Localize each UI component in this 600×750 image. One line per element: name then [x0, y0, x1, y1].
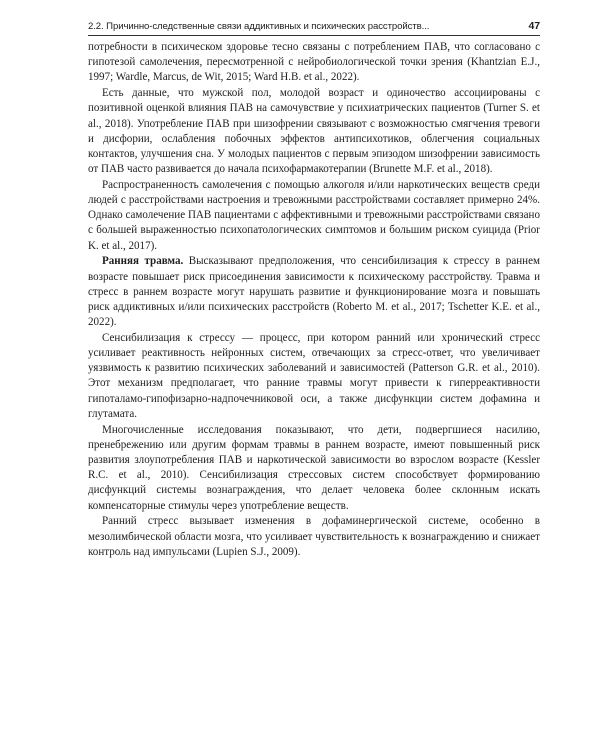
- paragraph-5: [88, 331, 540, 422]
- paragraph-3: [88, 178, 540, 254]
- paragraph-5-text: Сенсибилизация к стрессу — процесс, при котором ранний или хронический стресс усиливает реактивность нейронных систем, отвечающих за стресс-ответ, что увеличивает уязвимость к развитию психических заболеваний и зависимостей (Patterson G.R. et al., 2010). Этот механизм предполагает, что ранние травмы могут привести к гиперреактивности гипоталамо-гипофизарно-надпочечниковой оси, а также дисфункции систем дофамина и глутамата.: [88, 331, 540, 420]
- page-body: [88, 40, 540, 560]
- paragraph-1: [88, 40, 540, 86]
- paragraph-2: [88, 86, 540, 177]
- page-number: 47: [528, 20, 540, 32]
- paragraph-6-text: Многочисленные исследования показывают, что дети, подвергшиеся насилию, пренебрежению или другим формам травмы в раннем возрасте, имеют повышенный риск развития злоупотребления ПАВ и наркотической зависимости во взрослом возрасте (Kessler R.C. et al., 2010). Сенсибилизация стрессовых систем способствует формированию дисфункций системы вознаграждения, что делает человека более склонным искать компенсаторные стимулы через употребление веществ.: [88, 423, 540, 512]
- paragraph-7-text: Ранний стресс вызывает изменения в дофаминергической системе, особенно в мезолимбической области мозга, что усиливает чувствительность к вознаграждению и снижает контроль над импульсами (Lupien S.J., 2009).: [88, 515, 540, 558]
- section-lead-early-trauma: Ранняя травма.: [102, 255, 184, 268]
- paragraph-7: [88, 514, 540, 560]
- running-title: 2.2. Причинно-следственные связи аддиктивных и психических расстройств...: [88, 21, 430, 32]
- paragraph-4-text: Высказывают предположения, что сенсибилизация к стрессу в раннем возрасте повышает риск присоединения зависимости к психическому расстройству. Травма и стресс в раннем возрасте могут нарушать развитие и функционирование мозга и повышать риск аддиктивных и/или психических расстройств (Roberto M. et al., 2017; Tschetter K.E. et al., 2022).: [88, 255, 540, 329]
- paragraph-2-text: Есть данные, что мужской пол, молодой возраст и одиночество ассоциированы с позитивной оценкой влияния ПАВ на самочувствие у психиатрических пациентов (Turner S. et al., 2018). Употребление ПАВ при шизофрении связывают с возможностью смягчения тревоги и дисфории, ослабления побочных эффектов антипсихотиков, облегчения социальных контактов, улучшения сна. У молодых пациентов с первым эпизодом шизофрении зависимость от ПАВ часто развивается до начала психофармакотерапии (Brunette M.F. et al., 2018).: [88, 87, 540, 176]
- running-header: [88, 20, 540, 36]
- paragraph-6: [88, 423, 540, 514]
- paragraph-4: [88, 254, 540, 330]
- paragraph-3-text: Распространенность самолечения с помощью алкоголя и/или наркотических веществ среди людей с расстройствами настроения и тревожными расстройствами составляет примерно 24%. Однако самолечение ПАВ пациентами с аффективными и тревожными расстройствами связано с большей выраженностью психопатологических симптомов и большим риском суицида (Prior K. et al., 2017).: [88, 178, 540, 252]
- paragraph-1-text: потребности в психическом здоровье тесно связаны с потреблением ПАВ, что согласовано с гипотезой самолечения, пересмотренной с нейробиологической точки зрения (Khantzian E.J., 1997; Wardle, Marcus, de Wit, 2015; Ward H.B. et al., 2022).: [88, 41, 540, 84]
